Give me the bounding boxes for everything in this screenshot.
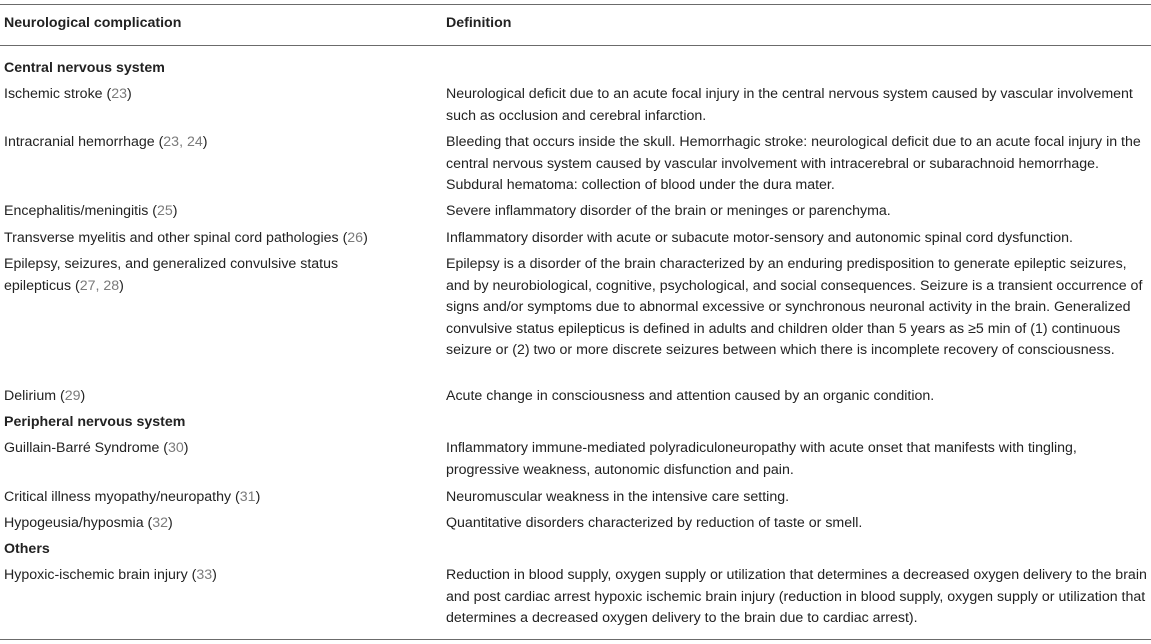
complication-name: Epilepsy, seizures, and generalized convulsive status epilepticus (27, 28): [4, 256, 339, 294]
complication-definition: Neuromuscular weakness in the intensive care setting.: [446, 489, 790, 505]
reference-link[interactable]: 25: [156, 203, 173, 219]
column-header-definition: Definition: [446, 15, 512, 31]
complication-definition: Bleeding that occurs inside the skull. Hemorrhagic stroke: neurological deficit due to an acute focal injury in the central nervous system caused by vascular involvement with intracerebral or subarachnoid hemorrhage. Subdural hematoma: collection of blood under the dura mater.: [446, 134, 1141, 193]
reference-link[interactable]: 23, 24: [163, 134, 203, 150]
reference-link[interactable]: 29: [64, 388, 81, 404]
column-header-complication: Neurological complication: [4, 15, 182, 31]
table-header-rule: [0, 45, 1151, 46]
section-title-others: Others: [4, 541, 50, 557]
complication-definition: Inflammatory immune-mediated polyradiculoneuropathy with acute onset that manifests with tingling, progressive weakness, autonomic disfunction and pain.: [446, 440, 1077, 478]
reference-link[interactable]: 31: [239, 489, 256, 505]
complication-definition: Reduction in blood supply, oxygen supply or utilization that determines a decreased oxygen delivery to the brain and post cardiac arrest hypoxic ischemic brain injury (reduction in blood supply, oxygen supply or utilization that determines a decreased oxygen delivery to the brain due to cardiac arrest).: [446, 567, 1147, 626]
section-title-central-nervous-system: Central nervous system: [4, 60, 165, 76]
complication-name: Ischemic stroke (23): [4, 86, 132, 102]
table-top-rule: [0, 4, 1151, 5]
reference-link[interactable]: 26: [347, 230, 364, 246]
complication-definition: Severe inflammatory disorder of the brain or meninges or parenchyma.: [446, 203, 891, 219]
reference-link[interactable]: 32: [152, 515, 169, 531]
complication-definition: Acute change in consciousness and attention caused by an organic condition.: [446, 388, 935, 404]
complication-definition: Inflammatory disorder with acute or subacute motor-sensory and autonomic spinal cord dysfunction.: [446, 230, 1073, 246]
reference-link[interactable]: 27, 28: [79, 277, 120, 294]
complication-name: Intracranial hemorrhage (23, 24): [4, 134, 208, 150]
complication-name: Transverse myelitis and other spinal cord pathologies (26): [4, 230, 368, 246]
complication-name: Delirium (29): [4, 388, 86, 404]
section-title-peripheral-nervous-system: Peripheral nervous system: [4, 414, 186, 430]
complication-name: Critical illness myopathy/neuropathy (31): [4, 489, 261, 505]
complication-definition: Quantitative disorders characterized by reduction of taste or smell.: [446, 515, 863, 531]
complication-definition: Neurological deficit due to an acute focal injury in the central nervous system caused by vascular involvement such as occlusion and cerebral infarction.: [446, 86, 1133, 124]
complication-definition: Epilepsy is a disorder of the brain characterized by an enduring predisposition to generate epileptic seizures, and by neurobiological, cognitive, psychological, and social consequences. Seizure is a transient occurrence of signs and/or symptoms due to abnormal excessive or synchronous neuronal activity in the brain. Generalized convulsive status epilepticus is defined in adults and children older than 5 years as ≥5 min of (1) continuous seizure or (2) two or more discrete seizures between which there is incomplete recovery of consciousness.: [446, 256, 1143, 358]
table-bottom-rule: [0, 639, 1151, 640]
complication-name: Hypogeusia/hyposmia (32): [4, 515, 173, 531]
complication-name: Hypoxic-ischemic brain injury (33): [4, 567, 217, 583]
reference-link[interactable]: 33: [196, 567, 213, 583]
reference-link[interactable]: 23: [111, 86, 127, 102]
complication-name: Guillain-Barré Syndrome (30): [4, 440, 189, 456]
complication-name: Encephalitis/meningitis (25): [4, 203, 178, 219]
reference-link[interactable]: 30: [168, 440, 184, 456]
